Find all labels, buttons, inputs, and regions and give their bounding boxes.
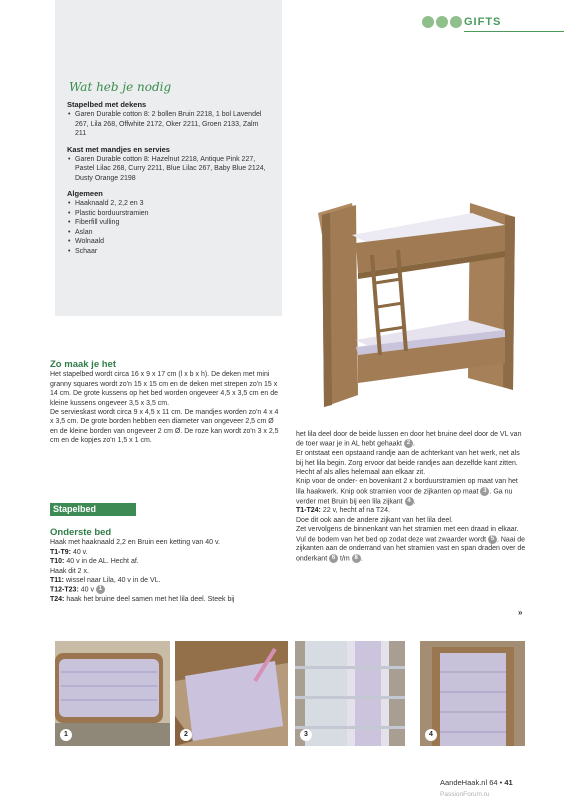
list-item: • Garen Durable cotton 8: 2 bollen Bruin 2218, 1 bol Lavendel 267, Lila 268, Offwhite 2172, Oker 2211, Groen 2133, Zalm 211 <box>67 110 270 139</box>
photo-number: 4 <box>425 729 437 741</box>
step-photo <box>420 641 525 746</box>
instruction-line: Doe dit ook aan de andere zijkant van het lila deel. <box>296 516 453 524</box>
header-dots <box>422 16 462 28</box>
step-badge: 1 <box>96 585 105 594</box>
step-badge: 8 <box>352 554 361 563</box>
header-dot <box>436 16 448 28</box>
photo-number: 2 <box>180 729 192 741</box>
photo-3-image <box>295 641 405 746</box>
instruction-line: T12-T23: 40 v 1 <box>50 585 282 595</box>
photo-2-image <box>175 641 288 746</box>
materials-list <box>67 155 270 184</box>
footer-issue: 64 <box>489 778 498 787</box>
footer-site: AandeHaak.nl <box>440 778 488 787</box>
page-footer <box>440 778 513 787</box>
header-rule <box>464 31 564 32</box>
page-number: 41 <box>504 778 513 787</box>
list-item: • Plastic borduurstramien <box>67 209 270 219</box>
materials-section-title: Algemeen <box>67 189 103 198</box>
list-item: • Aslan <box>67 228 270 238</box>
step-badge: 5 <box>488 535 497 544</box>
step-badge: 2 <box>404 439 413 448</box>
step-photo <box>295 641 405 746</box>
watermark: PassionForum.ru <box>440 791 490 798</box>
section-title: GIFTS <box>464 16 502 28</box>
step-photo <box>55 641 170 746</box>
instruction-paragraph: het lila deel door de beide lussen en door het bruine deel door de VL van de toer waar je in AL hebt gehaakt 2 . <box>296 431 522 448</box>
list-item: • Wolnaald <box>67 237 270 247</box>
step-photo <box>175 641 288 746</box>
footer-separator: • <box>499 778 503 787</box>
step-badge: 6 <box>329 554 338 563</box>
list-item: • Fiberfill vulling <box>67 218 270 228</box>
instructions-right <box>296 430 528 563</box>
materials-section-title: Kast met mandjes en servies <box>67 144 170 154</box>
intro-paragraph: De servieskast wordt circa 9 x 4,5 x 11 cm. De mandjes worden zo'n 4 x 4 x 3,5 cm. De grote borden hebben een diameter van ongeveer 2,5 cm Ø en de kleine borden van ongeveer 2 cm Ø. De roze kan wordt zo'n 3 x 2,5 cm en de kopjes zo'n 1,5 x 1 cm. <box>50 409 279 445</box>
instruction-paragraph: Er ontstaat een opstaand randje aan de achterkant van het werk, net als bij het lila begin. Zorg ervoor dat beide randjes aan dezelfde kant zitten. Hecht af als alles helemaal aan elkaar zit. <box>296 450 520 476</box>
bunk-bed-image <box>300 195 530 420</box>
instruction-line: T1-T9: 40 v. <box>50 548 88 556</box>
photo-1-image <box>55 641 170 746</box>
section-header <box>422 14 552 32</box>
instruction-line: T1-T24: 22 v, hecht af na T24. <box>296 507 390 515</box>
instruction-line: Haak met haaknaald 2,2 en Bruin een ketting van 40 v. <box>50 539 220 547</box>
instruction-line: Haak dit 2 x. <box>50 567 89 575</box>
instruction-line: T11: wissel naar Lila, 40 v in de VL. <box>50 577 161 585</box>
list-item: • Garen Durable cotton 8: Hazelnut 2218, Antique Pink 227, Pastel Lilac 268, Curry 2211, Blue Lilac 267, Baby Blue 2124, Dusty Orange 2198 <box>67 155 270 184</box>
instruction-line: T10: 40 v in de AL. Hecht af. <box>50 558 139 566</box>
intro-column <box>50 360 282 446</box>
instruction-paragraph: Zet vervolgens de binnenkant van het stramien met een draad in elkaar. Vul de bodem van het bed op zodat deze wat zwaarder wordt 5 . Naai de zijkanten aan de onderrand van het stramien vast en span draden over de onderkant 6 t/m 8 . <box>296 526 526 562</box>
materials-heading: Wat heb je nodig <box>69 80 172 94</box>
header-dot <box>422 16 434 28</box>
list-item: • Haaknaald 2, 2,2 en 3 <box>67 199 270 209</box>
sub-heading: Onderste bed <box>50 527 112 538</box>
section-bar: Stapelbed <box>50 503 136 516</box>
photo-4-image <box>420 641 525 746</box>
materials-list <box>67 110 270 139</box>
intro-heading: Zo maak je het <box>50 359 116 370</box>
header-dot <box>450 16 462 28</box>
materials-list <box>67 199 270 256</box>
photo-number: 3 <box>300 729 312 741</box>
step-badge: 4 <box>405 497 414 506</box>
intro-paragraph: Het stapelbed wordt circa 16 x 9 x 17 cm (l x b x h). De deken met mini granny squares wordt zo'n 15 x 15 cm en de deken met strepen zo'n 15 x 14 cm. De grote kussens op het bed worden ongeveer 4,5 x 3,5 cm en de kleine kussens ongeveer 3,5 x 3,5 cm. <box>50 371 279 407</box>
materials-box <box>55 0 282 316</box>
instruction-paragraph: Knip voor de onder- en bovenkant 2 x borduurstramien op maat van het lila haakwerk. Knip ook stramien voor de zijkanten op maat 3 . Ga nu verder met Bruin bij een lila zijkant 4 . <box>296 478 518 505</box>
continue-arrow: » <box>518 608 523 617</box>
materials-section-title: Stapelbed met dekens <box>67 100 147 109</box>
instruction-line: T24: haak het bruine deel samen met het lila deel. Steek bij <box>50 596 235 604</box>
instructions-left <box>50 528 282 605</box>
photo-number: 1 <box>60 729 72 741</box>
step-badge: 3 <box>480 487 489 496</box>
list-item: • Schaar <box>67 247 270 257</box>
